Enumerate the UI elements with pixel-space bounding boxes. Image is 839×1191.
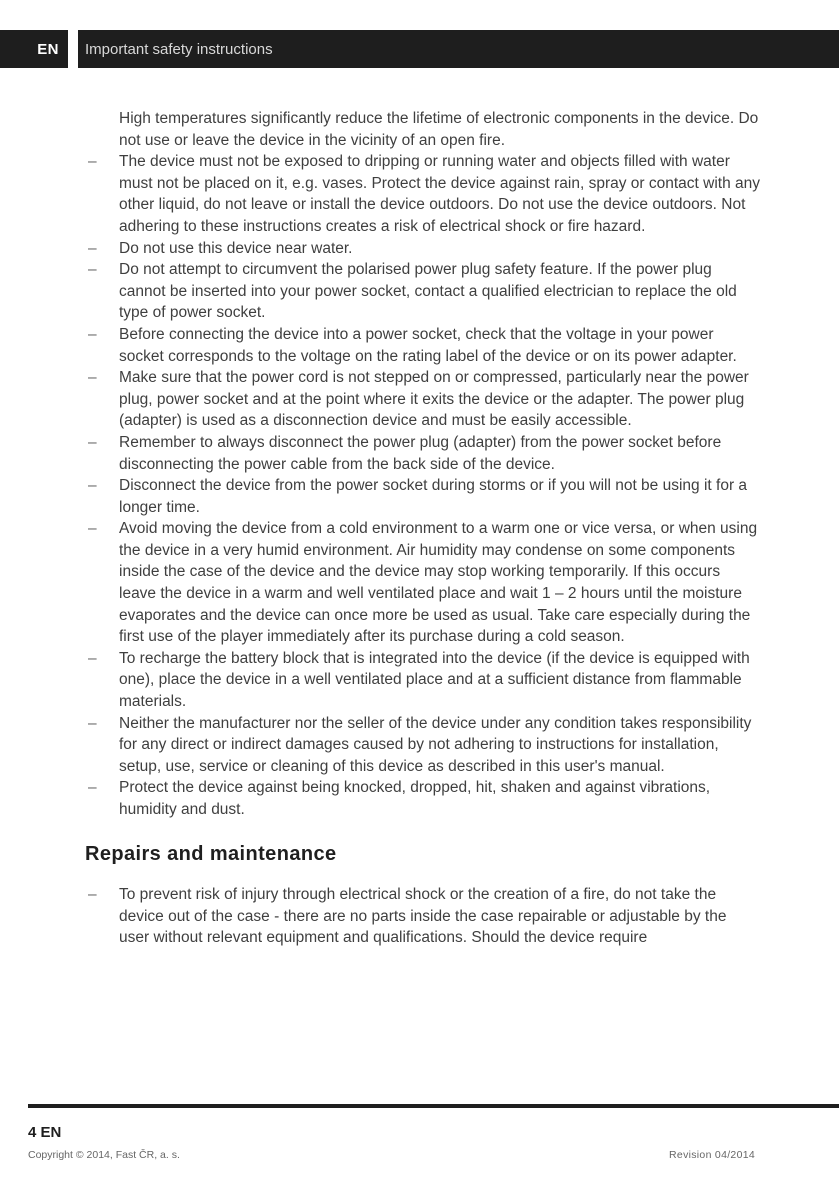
list-item-text: Do not use this device near water. [119,239,353,257]
page-number: 4 EN [28,1124,62,1141]
dash-icon: – [88,261,97,279]
list-item [88,518,760,648]
list-item [88,367,760,432]
repairs-bullet-list [88,884,760,949]
list-item [88,648,760,713]
dash-icon: – [88,325,97,343]
header-separator [68,30,78,68]
intro-paragraph: High temperatures significantly reduce the lifetime of electronic components in the device. Do not use or leave the device in the vicinity of an open fire. [119,110,759,149]
dash-icon: – [88,239,97,257]
dash-icon: – [88,477,97,495]
list-item-text: Do not attempt to circumvent the polarised power plug safety feature. If the power plug cannot be inserted into your power socket, contact a qualified electrician to replace the old type of power socket. [119,261,737,322]
list-item [88,432,760,475]
list-item-text: Protect the device against being knocked, dropped, hit, shaken and against vibrations, humidity and dust. [119,779,711,818]
safety-bullet-list [88,151,760,820]
section-heading: Repairs and maintenance [85,842,337,865]
dash-icon: – [88,369,97,387]
header-bar [0,30,839,68]
footer-divider [28,1104,839,1108]
page-content [85,108,761,949]
list-item-text: Before connecting the device into a power socket, check that the voltage in your power socket corresponds to the voltage on the rating label of the device or on its power adapter. [119,325,737,365]
list-item [88,324,760,367]
list-item [88,259,760,324]
list-item-text: To recharge the battery block that is integrated into the device (if the device is equipped with one), place the device in a well ventilated place and at a sufficient distance from flammable materials. [119,649,750,711]
list-item-text: Neither the manufacturer nor the seller of the device under any condition takes responsibility for any direct or indirect damages caused by not adhering to instructions for installation, setup, use, service or cleaning of this device as described in this user's manual. [119,714,752,775]
dash-icon: – [88,520,97,538]
dash-icon: – [88,779,97,797]
dash-icon: – [88,714,97,732]
list-item [88,151,760,237]
language-badge: EN [37,40,59,58]
list-item-text: Remember to always disconnect the power plug (adapter) from the power socket before disconnecting the power cable from the back side of the device. [119,433,722,473]
list-item [88,777,760,820]
dash-icon: – [88,649,97,667]
list-item-text: To prevent risk of injury through electrical shock or the creation of a fire, do not take the device out of the case - there are no parts inside the case repairable or adjustable by the user without relevant equipment and qualifications. Should the device require [119,886,727,947]
dash-icon: – [88,153,97,171]
list-item [88,884,760,949]
list-item-text: Make sure that the power cord is not stepped on or compressed, particularly near the power plug, power socket and at the point where it exits the device or the adapter. The power plug (adapter) is used as a disconnection device and must be easily accessible. [119,369,749,430]
dash-icon: – [88,886,97,904]
list-item-text: Avoid moving the device from a cold environment to a warm one or vice versa, or when using the device in a very humid environment. Air humidity may condense on some components inside the case of the device and the device may stop working temporarily. If this occurs leave the device in a warm and well ventilated place and wait 1 – 2 hours until the moisture evaporates and the device can once more be used as usual. Take care especially during the first use of the player immediately after its purchase during a cold season. [119,520,758,646]
list-item-text: The device must not be exposed to dripping or running water and objects filled with water must not be placed on it, e.g. vases. Protect the device against rain, spray or contact with any other liquid, do not leave or install the device outdoors. Do not use the device outdoors. Not adhering to these instructions creates a risk of electrical shock or fire hazard. [119,153,761,235]
revision-text: Revision 04/2014 [669,1149,755,1161]
list-item [88,713,760,778]
copyright-text: Copyright © 2014, Fast ČR, a. s. [28,1149,180,1161]
list-item [88,238,760,260]
dash-icon: – [88,433,97,451]
header-title: Important safety instructions [85,41,273,58]
list-item [88,475,760,518]
list-item-text: Disconnect the device from the power socket during storms or if you will not be using it for a longer time. [119,477,748,516]
